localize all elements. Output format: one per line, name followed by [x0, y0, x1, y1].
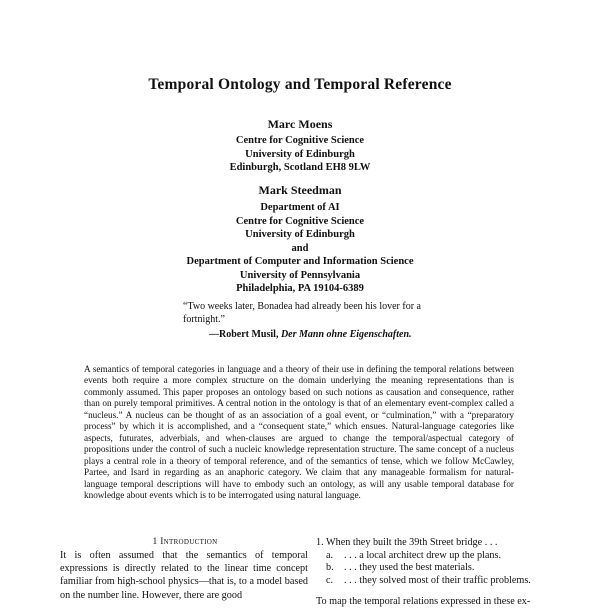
example-item: c. . . . they solved most of their traffic problems. [326, 574, 531, 586]
body-text: To map the temporal relations expressed in these ex- [316, 596, 531, 608]
affiliation-line: and [291, 242, 309, 254]
right-column [316, 537, 546, 609]
example-item: a. . . . a local architect drew up the plans. [326, 549, 501, 561]
epigraph-quote: “Two weeks later, Bonadea had already been his lover for a fortnight.” [183, 301, 421, 325]
example-line: 1. When they built the 39th Street bridge . . . [316, 537, 498, 548]
author-name-2: Mark Steedman [258, 183, 342, 197]
affiliation-line: University of Pennsylvania [239, 269, 361, 281]
epigraph-attribution: —Robert Musil, Der Mann ohne Eigenschaften. [209, 329, 412, 340]
affiliation-line: Centre for Cognitive Science [235, 215, 365, 227]
affiliation-line: University of Edinburgh [245, 148, 355, 160]
author-affiliation-2 [0, 201, 600, 296]
abstract-text: A semantics of temporal categories in language and a theory of their use in defining the temporal relations between events both require a more complex structure on the domain underlying the meaning representations than is commonly assumed. This paper proposes an ontology based on such notions as causation and consequence, rather than on purely temporal primitives. A central notion in the ontology is that of an elementary event-complex called a “nucleus.” A nucleus can be thought of as an association of a goal event, or “culmination,” with a “preparatory process” by which it is accomplished, and a “consequent state,” which ensues. Natural-language categories like aspects, futurates, adverbials, and when-clauses are argued to change the temporal/aspectual category of propositions under the control of such a nucleic knowledge representation structure. The same concept of a nucleus plays a central role in a theory of temporal reference, and of the semantics of tense, which we follow McCawley, Partee, and Isard in regarding as an anaphoric category. We claim that any manageable formalism for natural-language temporal descriptions will have to embody such an ontology, as will any usable temporal database for knowledge about events which is to be interrogated using natural language. [84, 364, 514, 500]
affiliation-line: Edinburgh, Scotland EH8 9LW [229, 162, 371, 173]
affiliation-line: University of Edinburgh [245, 229, 355, 240]
epigraph [183, 300, 443, 341]
section-heading: 1 Introduction [152, 537, 218, 547]
affiliation-line: Department of Computer and Information Science [186, 256, 414, 267]
affiliation-line: Department of AI [260, 202, 340, 213]
abstract [84, 364, 514, 501]
affiliation-line: Philadelphia, PA 19104-6389 [236, 283, 364, 294]
author-affiliation-1 [0, 134, 600, 175]
paper-title: Temporal Ontology and Temporal Reference [148, 76, 452, 93]
intro-paragraph: It is often assumed that the semantics of temporal expressions is directly related to the linear time concept familiar from high-school physics—that is, to a model based on the number line. However, there are good [60, 550, 308, 601]
left-column [60, 549, 308, 602]
author-name-1: Marc Moens [267, 117, 333, 131]
affiliation-line: Centre for Cognitive Science [235, 135, 365, 146]
example-item: b. . . . they used the best materials. [326, 562, 475, 574]
